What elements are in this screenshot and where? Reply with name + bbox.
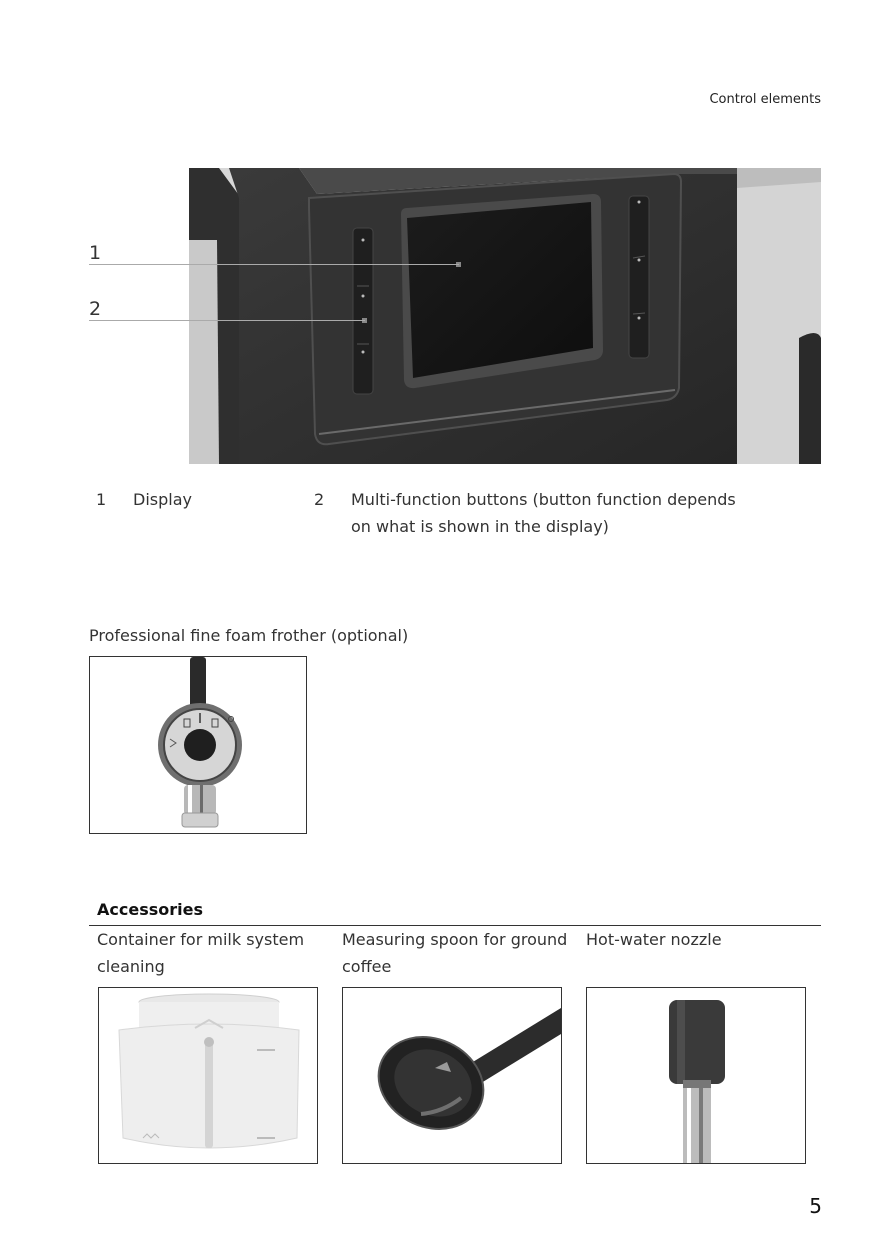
frother-caption: Professional fine foam frother (optional) xyxy=(89,626,409,645)
accessory-label-line1: Container for milk system xyxy=(97,930,305,949)
accessory-label-hot-water-nozzle xyxy=(586,926,722,953)
callout-number-1: 1 xyxy=(89,242,102,264)
callout-number-2: 2 xyxy=(89,298,102,320)
callout-line-1 xyxy=(89,264,459,265)
legend-item-2-text-line2: on what is shown in the display) xyxy=(351,517,609,536)
measuring-spoon-image xyxy=(342,987,562,1164)
legend-item-2-text: Multi-function buttons (button function depends xyxy=(351,490,736,509)
accessory-label-milk-container xyxy=(97,926,304,980)
page-header-title: Control elements xyxy=(709,92,821,107)
callout-line-2 xyxy=(89,320,365,321)
accessory-label-measuring-spoon xyxy=(342,926,567,980)
legend-item-2-number: 2 xyxy=(314,490,325,509)
page-number: 5 xyxy=(809,1194,822,1218)
legend-item-1-text: Display xyxy=(133,490,192,509)
accessory-label-line1: Hot-water nozzle xyxy=(586,930,722,949)
milk-container-image xyxy=(98,987,318,1164)
control-panel-illustration xyxy=(189,168,821,464)
frother-image xyxy=(89,656,307,834)
legend-item-1-number: 1 xyxy=(96,490,107,509)
display-screen xyxy=(407,202,593,378)
hot-water-nozzle-image xyxy=(586,987,806,1164)
accessory-label-line2: coffee xyxy=(342,957,392,976)
accessories-title: Accessories xyxy=(97,900,203,919)
accessory-label-line1: Measuring spoon for ground xyxy=(342,930,568,949)
accessory-label-line2: cleaning xyxy=(97,957,165,976)
